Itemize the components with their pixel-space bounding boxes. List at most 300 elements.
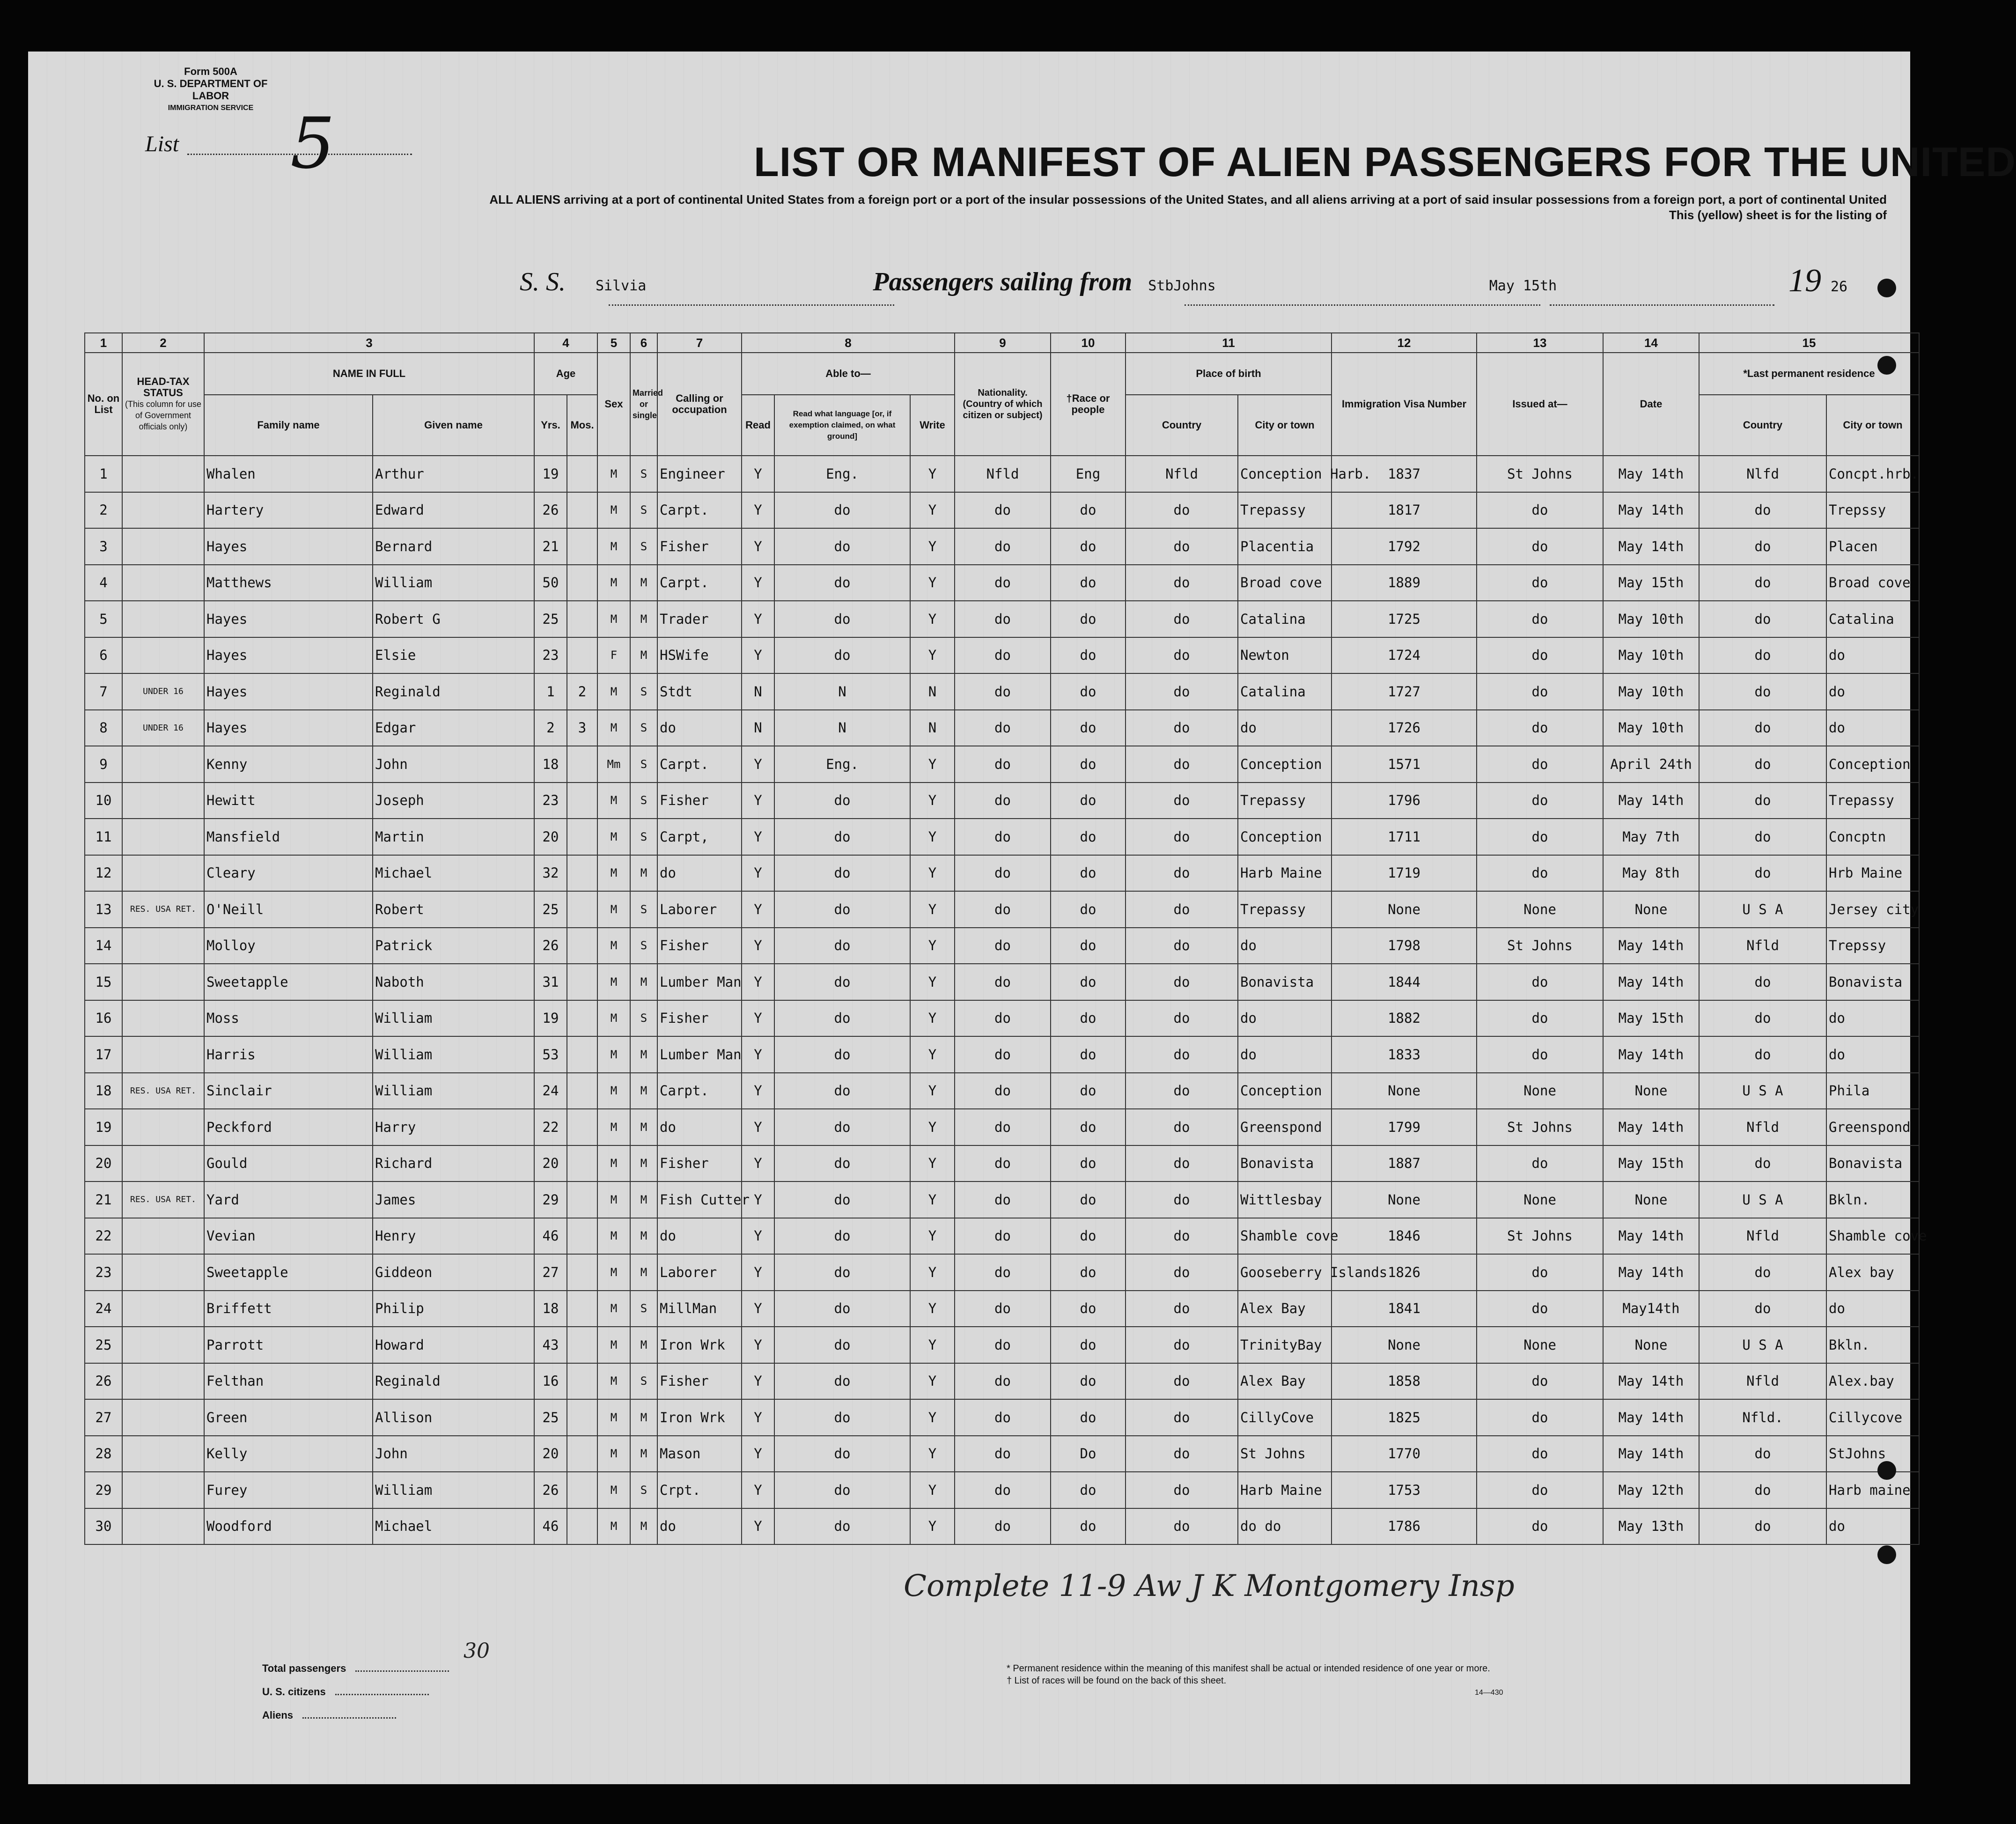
residence-city: Harb maine: [1826, 1472, 1919, 1508]
visa-date: May 14th: [1603, 1436, 1699, 1472]
visa-issued-at: do: [1477, 1036, 1603, 1073]
row-number: 19: [85, 1109, 122, 1145]
marital-status: S: [630, 891, 657, 928]
sex: M: [597, 710, 630, 746]
nationality: do: [955, 1073, 1051, 1109]
sex: M: [597, 1073, 630, 1109]
age-months: [567, 601, 597, 637]
age-months: [567, 637, 597, 674]
table-row: [85, 1472, 1919, 1508]
head-tax-status: [122, 1436, 204, 1472]
header-married: Married or single: [630, 353, 657, 456]
age-months: [567, 1182, 597, 1218]
residence-country: do: [1699, 528, 1826, 565]
given-name: Richard: [373, 1145, 534, 1182]
age-years: 24: [534, 1073, 567, 1109]
visa-issued-at: None: [1477, 1073, 1603, 1109]
visa-number: 1826: [1332, 1254, 1477, 1291]
total-passengers-line: [355, 1670, 449, 1672]
marital-status: S: [630, 783, 657, 819]
row-number: 14: [85, 928, 122, 964]
marital-status: S: [630, 710, 657, 746]
birth-city: Shamble cove: [1238, 1218, 1332, 1255]
visa-number: 1711: [1332, 819, 1477, 855]
can-write: Y: [910, 565, 955, 601]
colnum: 4: [534, 333, 597, 353]
nationality: do: [955, 601, 1051, 637]
birth-country: do: [1126, 565, 1238, 601]
can-write: Y: [910, 928, 955, 964]
given-name: Philip: [373, 1291, 534, 1327]
colnum: 10: [1051, 333, 1126, 353]
can-write: Y: [910, 456, 955, 492]
nationality: do: [955, 1472, 1051, 1508]
can-read: Y: [742, 492, 774, 529]
age-years: 20: [534, 1436, 567, 1472]
family-name: Hayes: [204, 528, 373, 565]
can-read: Y: [742, 637, 774, 674]
age-months: [567, 1327, 597, 1363]
family-name: Briffett: [204, 1291, 373, 1327]
residence-country: U S A: [1699, 1073, 1826, 1109]
occupation: Stdt: [657, 673, 742, 710]
footnotes: [1007, 1662, 1503, 1699]
birth-country: do: [1126, 1218, 1238, 1255]
visa-number: 1726: [1332, 710, 1477, 746]
colnum: 9: [955, 333, 1051, 353]
family-name: Yard: [204, 1182, 373, 1218]
sex: M: [597, 1399, 630, 1436]
head-tax-status: RES. USA RET.: [122, 891, 204, 928]
voyage-line: [520, 267, 1557, 297]
nationality: do: [955, 1000, 1051, 1037]
can-read: Y: [742, 456, 774, 492]
sex: M: [597, 891, 630, 928]
family-name: Hayes: [204, 710, 373, 746]
residence-country: do: [1699, 637, 1826, 674]
head-tax-status: [122, 1000, 204, 1037]
age-months: 3: [567, 710, 597, 746]
birth-country: do: [1126, 710, 1238, 746]
read-language: do: [774, 1508, 910, 1545]
age-years: 29: [534, 1182, 567, 1218]
birth-city: Greenspond: [1238, 1109, 1332, 1145]
can-write: Y: [910, 1291, 955, 1327]
birth-city: Conception: [1238, 819, 1332, 855]
birth-city: Catalina: [1238, 673, 1332, 710]
date-line: [1550, 304, 1774, 306]
given-name: Reginald: [373, 1363, 534, 1400]
read-language: do: [774, 1218, 910, 1255]
can-write: Y: [910, 964, 955, 1000]
residence-country: do: [1699, 673, 1826, 710]
can-read: Y: [742, 1036, 774, 1073]
inspector-signature: Complete 11-9 Aw J K Montgomery Insp: [904, 1569, 1515, 1603]
row-number: 1: [85, 456, 122, 492]
total-passengers-label: Total passengers: [262, 1662, 346, 1674]
sex: M: [597, 1182, 630, 1218]
age-months: [567, 456, 597, 492]
footnote-residence: * Permanent residence within the meaning of this manifest shall be actual or intended residence of one year or more.: [1007, 1663, 1490, 1674]
age-months: [567, 1073, 597, 1109]
can-write: N: [910, 710, 955, 746]
residence-country: U S A: [1699, 1327, 1826, 1363]
read-language: do: [774, 1036, 910, 1073]
can-write: Y: [910, 1145, 955, 1182]
can-write: Y: [910, 1472, 955, 1508]
manifest-subtitle: [412, 192, 1887, 223]
given-name: William: [373, 565, 534, 601]
head-tax-status: RES. USA RET.: [122, 1073, 204, 1109]
colnum: 11: [1126, 333, 1332, 353]
marital-status: M: [630, 1327, 657, 1363]
age-months: [567, 928, 597, 964]
can-write: Y: [910, 746, 955, 783]
visa-issued-at: do: [1477, 746, 1603, 783]
read-language: do: [774, 637, 910, 674]
family-name: Sweetapple: [204, 964, 373, 1000]
read-language: do: [774, 1436, 910, 1472]
residence-city: do: [1826, 1291, 1919, 1327]
row-number: 20: [85, 1145, 122, 1182]
birth-city: Placentia: [1238, 528, 1332, 565]
visa-number: None: [1332, 1073, 1477, 1109]
family-name: Furey: [204, 1472, 373, 1508]
table-row: [85, 1254, 1919, 1291]
age-years: 1: [534, 673, 567, 710]
given-name: William: [373, 1472, 534, 1508]
can-read: Y: [742, 1327, 774, 1363]
table-row: [85, 1073, 1919, 1109]
service-name: IMMIGRATION SERVICE: [168, 104, 254, 112]
family-name: Hayes: [204, 637, 373, 674]
row-number: 7: [85, 673, 122, 710]
row-number: 12: [85, 855, 122, 892]
residence-country: do: [1699, 492, 1826, 529]
given-name: John: [373, 1436, 534, 1472]
nationality: do: [955, 783, 1051, 819]
can-write: Y: [910, 1109, 955, 1145]
nationality: do: [955, 1036, 1051, 1073]
visa-date: None: [1603, 1073, 1699, 1109]
marital-status: M: [630, 1254, 657, 1291]
head-tax-status: [122, 528, 204, 565]
visa-issued-at: do: [1477, 710, 1603, 746]
age-years: 20: [534, 1145, 567, 1182]
row-number: 11: [85, 819, 122, 855]
occupation: Engineer: [657, 456, 742, 492]
age-months: [567, 1363, 597, 1400]
race: do: [1051, 1508, 1126, 1545]
visa-issued-at: do: [1477, 1291, 1603, 1327]
birth-city: do: [1238, 1036, 1332, 1073]
residence-country: Nfld: [1699, 928, 1826, 964]
row-number: 22: [85, 1218, 122, 1255]
race: do: [1051, 964, 1126, 1000]
colnum: 3: [204, 333, 534, 353]
given-name: William: [373, 1036, 534, 1073]
birth-city: do: [1238, 1000, 1332, 1037]
header-able-to: Able to—: [742, 353, 955, 395]
given-name: Arthur: [373, 456, 534, 492]
can-write: Y: [910, 1000, 955, 1037]
nationality: do: [955, 1327, 1051, 1363]
marital-status: M: [630, 1436, 657, 1472]
table-row: [85, 710, 1919, 746]
can-write: Y: [910, 1218, 955, 1255]
sex: M: [597, 1436, 630, 1472]
passenger-table: [84, 332, 1927, 1545]
head-tax-status: [122, 855, 204, 892]
residence-country: Nfld: [1699, 1109, 1826, 1145]
race: do: [1051, 565, 1126, 601]
marital-status: M: [630, 1036, 657, 1073]
residence-country: do: [1699, 1254, 1826, 1291]
visa-number: 1844: [1332, 964, 1477, 1000]
given-name: John: [373, 746, 534, 783]
can-read: Y: [742, 819, 774, 855]
visa-number: 1833: [1332, 1036, 1477, 1073]
read-language: do: [774, 1073, 910, 1109]
sex: M: [597, 964, 630, 1000]
given-name: Michael: [373, 1508, 534, 1545]
visa-number: 1858: [1332, 1363, 1477, 1400]
read-language: do: [774, 819, 910, 855]
read-language: do: [774, 1182, 910, 1218]
residence-country: do: [1699, 1036, 1826, 1073]
race: do: [1051, 1145, 1126, 1182]
row-number: 8: [85, 710, 122, 746]
can-write: Y: [910, 891, 955, 928]
residence-country: Nfld.: [1699, 1399, 1826, 1436]
read-language: N: [774, 710, 910, 746]
total-passengers: [262, 1662, 449, 1675]
table-row: [85, 746, 1919, 783]
visa-number: 1786: [1332, 1508, 1477, 1545]
age-years: 32: [534, 855, 567, 892]
residence-city: Jersey city: [1826, 891, 1919, 928]
can-read: Y: [742, 1291, 774, 1327]
race: do: [1051, 710, 1126, 746]
occupation: Iron Wrk: [657, 1399, 742, 1436]
marital-status: M: [630, 1399, 657, 1436]
birth-city: Alex Bay: [1238, 1291, 1332, 1327]
given-name: Henry: [373, 1218, 534, 1255]
subtitle-line-1: ALL ALIENS arriving at a port of continental United States from a foreign port or a port of the insular possessions of the United States, and all aliens arriving at a port of said insular possessions from a foreign port, a port of continental United: [489, 192, 1887, 207]
visa-number: 1825: [1332, 1399, 1477, 1436]
residence-city: StJohns: [1826, 1436, 1919, 1472]
race: Do: [1051, 1436, 1126, 1472]
birth-city: Broad cove: [1238, 565, 1332, 601]
residence-city: Greenspond: [1826, 1109, 1919, 1145]
age-months: [567, 746, 597, 783]
occupation: Trader: [657, 601, 742, 637]
occupation: Laborer: [657, 1254, 742, 1291]
family-name: Hayes: [204, 601, 373, 637]
can-read: Y: [742, 1145, 774, 1182]
can-write: Y: [910, 1363, 955, 1400]
sex: F: [597, 637, 630, 674]
visa-issued-at: do: [1477, 783, 1603, 819]
sex: M: [597, 1363, 630, 1400]
sailing-label: Passengers sailing from: [873, 267, 1133, 296]
read-language: do: [774, 1472, 910, 1508]
birth-country: do: [1126, 637, 1238, 674]
family-name: Hewitt: [204, 783, 373, 819]
residence-country: Nfld: [1699, 1218, 1826, 1255]
occupation: Fisher: [657, 1363, 742, 1400]
visa-date: May 10th: [1603, 601, 1699, 637]
residence-city: Concptn: [1826, 819, 1919, 855]
residence-city: Bonavista: [1826, 1145, 1919, 1182]
can-write: Y: [910, 528, 955, 565]
visa-issued-at: do: [1477, 819, 1603, 855]
nationality: do: [955, 1254, 1051, 1291]
aliens-line: [302, 1717, 396, 1719]
visa-issued-at: do: [1477, 565, 1603, 601]
family-name: Green: [204, 1399, 373, 1436]
nationality: do: [955, 1145, 1051, 1182]
age-months: [567, 1218, 597, 1255]
residence-city: Alex.bay: [1826, 1363, 1919, 1400]
marital-status: M: [630, 1182, 657, 1218]
residence-city: do: [1826, 1036, 1919, 1073]
residence-country: Nlfd: [1699, 456, 1826, 492]
sex: M: [597, 601, 630, 637]
age-years: 21: [534, 528, 567, 565]
manifest-sheet: [28, 52, 2016, 1784]
family-name: Peckford: [204, 1109, 373, 1145]
read-language: do: [774, 964, 910, 1000]
can-read: Y: [742, 1254, 774, 1291]
sex: M: [597, 1000, 630, 1037]
visa-issued-at: do: [1477, 964, 1603, 1000]
visa-date: May 14th: [1603, 1109, 1699, 1145]
marital-status: M: [630, 1073, 657, 1109]
form-code: 14—430: [1475, 1689, 1503, 1697]
year-suffix: 26: [1831, 279, 1848, 295]
footnote-races: † List of races will be found on the back of this sheet.: [1007, 1676, 1227, 1686]
family-name: Whalen: [204, 456, 373, 492]
sex: M: [597, 1472, 630, 1508]
total-mark: 30: [464, 1639, 490, 1663]
visa-issued-at: do: [1477, 855, 1603, 892]
family-name: Gould: [204, 1145, 373, 1182]
given-name: Harry: [373, 1109, 534, 1145]
visa-date: May 14th: [1603, 928, 1699, 964]
header-res-city: City or town: [1826, 395, 1919, 456]
age-years: 50: [534, 565, 567, 601]
race: do: [1051, 891, 1126, 928]
nationality: Nfld: [955, 456, 1051, 492]
read-language: do: [774, 565, 910, 601]
visa-issued-at: None: [1477, 1182, 1603, 1218]
birth-country: do: [1126, 1000, 1238, 1037]
row-number: 17: [85, 1036, 122, 1073]
binder-hole: [1877, 279, 1896, 297]
sex: M: [597, 1218, 630, 1255]
row-number: 9: [85, 746, 122, 783]
sex: M: [597, 855, 630, 892]
table-row: [85, 891, 1919, 928]
year: [1788, 262, 1847, 300]
residence-city: Bonavista: [1826, 964, 1919, 1000]
visa-number: 1887: [1332, 1145, 1477, 1182]
birth-city: Catalina: [1238, 601, 1332, 637]
given-name: Elsie: [373, 637, 534, 674]
nationality: do: [955, 565, 1051, 601]
given-name: Patrick: [373, 928, 534, 964]
table-row: [85, 1109, 1919, 1145]
head-tax-status: [122, 964, 204, 1000]
visa-issued-at: do: [1477, 601, 1603, 637]
header-place-of-birth: Place of birth: [1126, 353, 1332, 395]
birth-city: Conception: [1238, 1073, 1332, 1109]
race: do: [1051, 1036, 1126, 1073]
family-name: Hayes: [204, 673, 373, 710]
residence-city: Alex bay: [1826, 1254, 1919, 1291]
birth-city: do do: [1238, 1508, 1332, 1545]
nationality: do: [955, 928, 1051, 964]
colnum: 8: [742, 333, 955, 353]
nationality: do: [955, 528, 1051, 565]
birth-city: Trepassy: [1238, 492, 1332, 529]
header-visa: Immigration Visa Number: [1332, 353, 1477, 456]
row-number: 15: [85, 964, 122, 1000]
can-read: Y: [742, 1436, 774, 1472]
age-months: [567, 1036, 597, 1073]
visa-issued-at: do: [1477, 1145, 1603, 1182]
residence-city: Bkln.: [1826, 1327, 1919, 1363]
head-tax-status: [122, 928, 204, 964]
can-read: Y: [742, 891, 774, 928]
can-read: N: [742, 673, 774, 710]
can-write: Y: [910, 1182, 955, 1218]
race: do: [1051, 819, 1126, 855]
read-language: N: [774, 673, 910, 710]
can-read: N: [742, 710, 774, 746]
binder-hole: [1877, 356, 1896, 375]
head-tax-status: [122, 1145, 204, 1182]
marital-status: M: [630, 1145, 657, 1182]
family-name: Hartery: [204, 492, 373, 529]
visa-issued-at: do: [1477, 1254, 1603, 1291]
given-name: Giddeon: [373, 1254, 534, 1291]
age-months: [567, 855, 597, 892]
race: do: [1051, 637, 1126, 674]
can-write: N: [910, 673, 955, 710]
sex: M: [597, 1109, 630, 1145]
birth-city: Newton: [1238, 637, 1332, 674]
residence-city: Placen: [1826, 528, 1919, 565]
row-number: 27: [85, 1399, 122, 1436]
occupation: HSWife: [657, 637, 742, 674]
sex: M: [597, 1327, 630, 1363]
visa-number: 1798: [1332, 928, 1477, 964]
given-name: Edgar: [373, 710, 534, 746]
head-tax-status: [122, 601, 204, 637]
occupation: Carpt,: [657, 819, 742, 855]
visa-date: May 15th: [1603, 1145, 1699, 1182]
birth-city: Trepassy: [1238, 783, 1332, 819]
visa-date: None: [1603, 891, 1699, 928]
birth-country: do: [1126, 1291, 1238, 1327]
visa-number: 1719: [1332, 855, 1477, 892]
can-write: Y: [910, 601, 955, 637]
occupation: do: [657, 1109, 742, 1145]
age-months: [567, 1291, 597, 1327]
birth-country: do: [1126, 746, 1238, 783]
